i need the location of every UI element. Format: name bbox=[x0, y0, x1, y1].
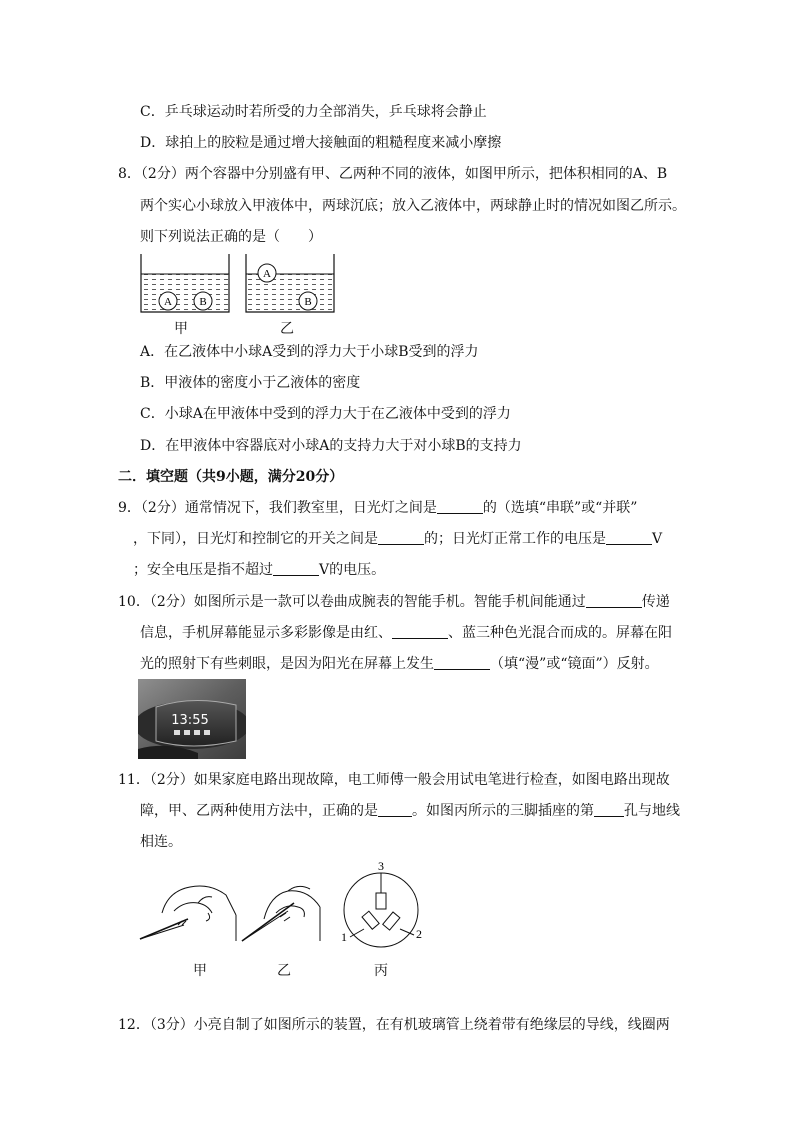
blank bbox=[273, 561, 319, 576]
q7-option-c: C．乒乓球运动时若所受的力全部消失，乒乓球将会静止 bbox=[140, 104, 487, 120]
socket-hole-2: 2 bbox=[416, 927, 422, 941]
q10-line2: 信息，手机屏幕能显示多彩影像是由红、 、蓝三种色光混合而成的。屏幕在阳 bbox=[140, 625, 672, 641]
q10-line3: 光的照射下有些刺眼，是因为阳光在屏幕上发生 （填“漫”或“镜面”）反射。 bbox=[140, 656, 659, 672]
q8-option-b: B．甲液体的密度小于乙液体的密度 bbox=[140, 375, 361, 391]
q9-line2: ，下同），日光灯和控制它的开关之间是 的；日光灯正常工作的电压是 V bbox=[133, 531, 663, 547]
blank bbox=[606, 530, 652, 545]
ball-a-yi-label: A bbox=[263, 268, 271, 280]
q9-line1: 9．（2分）通常情况下，我们教室里，日光灯之间是 的（选填“串联”或“并联” bbox=[118, 500, 638, 516]
q11-test-pen-figure bbox=[138, 855, 438, 955]
q11-caption-jia: 甲 bbox=[193, 963, 207, 979]
ball-a-jia-label: A bbox=[164, 296, 172, 308]
q11-line2: 障，甲、乙两种使用方法中，正确的是 。如图丙所示的三脚插座的第 孔与地线 bbox=[140, 803, 680, 819]
q8-option-a: A．在乙液体中小球A受到的浮力大于小球B受到的浮力 bbox=[140, 344, 479, 360]
hand-jia bbox=[140, 886, 236, 941]
q8-stem-line2: 两个实心小球放入甲液体中，两球沉底；放入乙液体中，两球静止时的情况如图乙所示。 bbox=[140, 198, 686, 214]
container-jia bbox=[141, 254, 229, 312]
blank bbox=[392, 624, 448, 639]
q8-stem-line1: 8．（2分）两个容器中分别盛有甲、乙两种不同的液体，如图甲所示，把体积相同的A、B bbox=[118, 166, 668, 182]
q11-line1: 11．（2分）如果家庭电路出现故障，电工师傅一般会用试电笔进行检查，如图电路出现故 bbox=[118, 772, 670, 788]
blank bbox=[437, 499, 483, 514]
q11-line3: 相连。 bbox=[140, 834, 182, 850]
section-heading: 二．填空题（共9小题，满分20分） bbox=[118, 469, 344, 485]
blank bbox=[378, 530, 424, 545]
socket-bing bbox=[344, 873, 418, 947]
ball-b-yi-label: B bbox=[304, 296, 312, 308]
socket-hole-1: 1 bbox=[341, 930, 347, 944]
q12-line1: 12．（3分）小亮自制了如图所示的装置，在有机玻璃管上绕着带有绝缘层的导线，线圈两 bbox=[118, 1017, 670, 1033]
q10-line1: 10．（2分）如图所示是一款可以卷曲成腕表的智能手机。智能手机间能通过 传递 bbox=[118, 594, 670, 610]
ball-b-jia-label: B bbox=[199, 296, 207, 308]
q8-caption-yi: 乙 bbox=[280, 321, 294, 337]
q8-caption-jia: 甲 bbox=[174, 321, 188, 337]
q10-phone-photo bbox=[138, 679, 246, 759]
blank bbox=[586, 593, 642, 608]
q8-stem-line3: 则下列说法正确的是（ ） bbox=[140, 229, 322, 245]
q7-option-d: D．球拍上的胶粒是通过增大接触面的粗糙程度来减小摩擦 bbox=[140, 135, 502, 151]
q11-caption-bing: 丙 bbox=[374, 963, 388, 979]
q8-option-c: C．小球A在甲液体中受到的浮力大于在乙液体中受到的浮力 bbox=[140, 406, 511, 422]
q11-caption-yi: 乙 bbox=[277, 963, 291, 979]
q8-option-d: D．在甲液体中容器底对小球A的支持力大于对小球B的支持力 bbox=[140, 438, 522, 454]
socket-hole-3: 3 bbox=[378, 859, 384, 873]
hand-yi bbox=[242, 886, 320, 941]
blank bbox=[434, 655, 490, 670]
container-yi bbox=[246, 254, 334, 312]
q9-line3: ；安全电压是指不超过 V的电压。 bbox=[133, 562, 386, 578]
phone-time: 13:55 bbox=[171, 713, 209, 728]
blank bbox=[594, 802, 624, 817]
q8-container-figure bbox=[136, 252, 342, 318]
blank bbox=[378, 802, 412, 817]
